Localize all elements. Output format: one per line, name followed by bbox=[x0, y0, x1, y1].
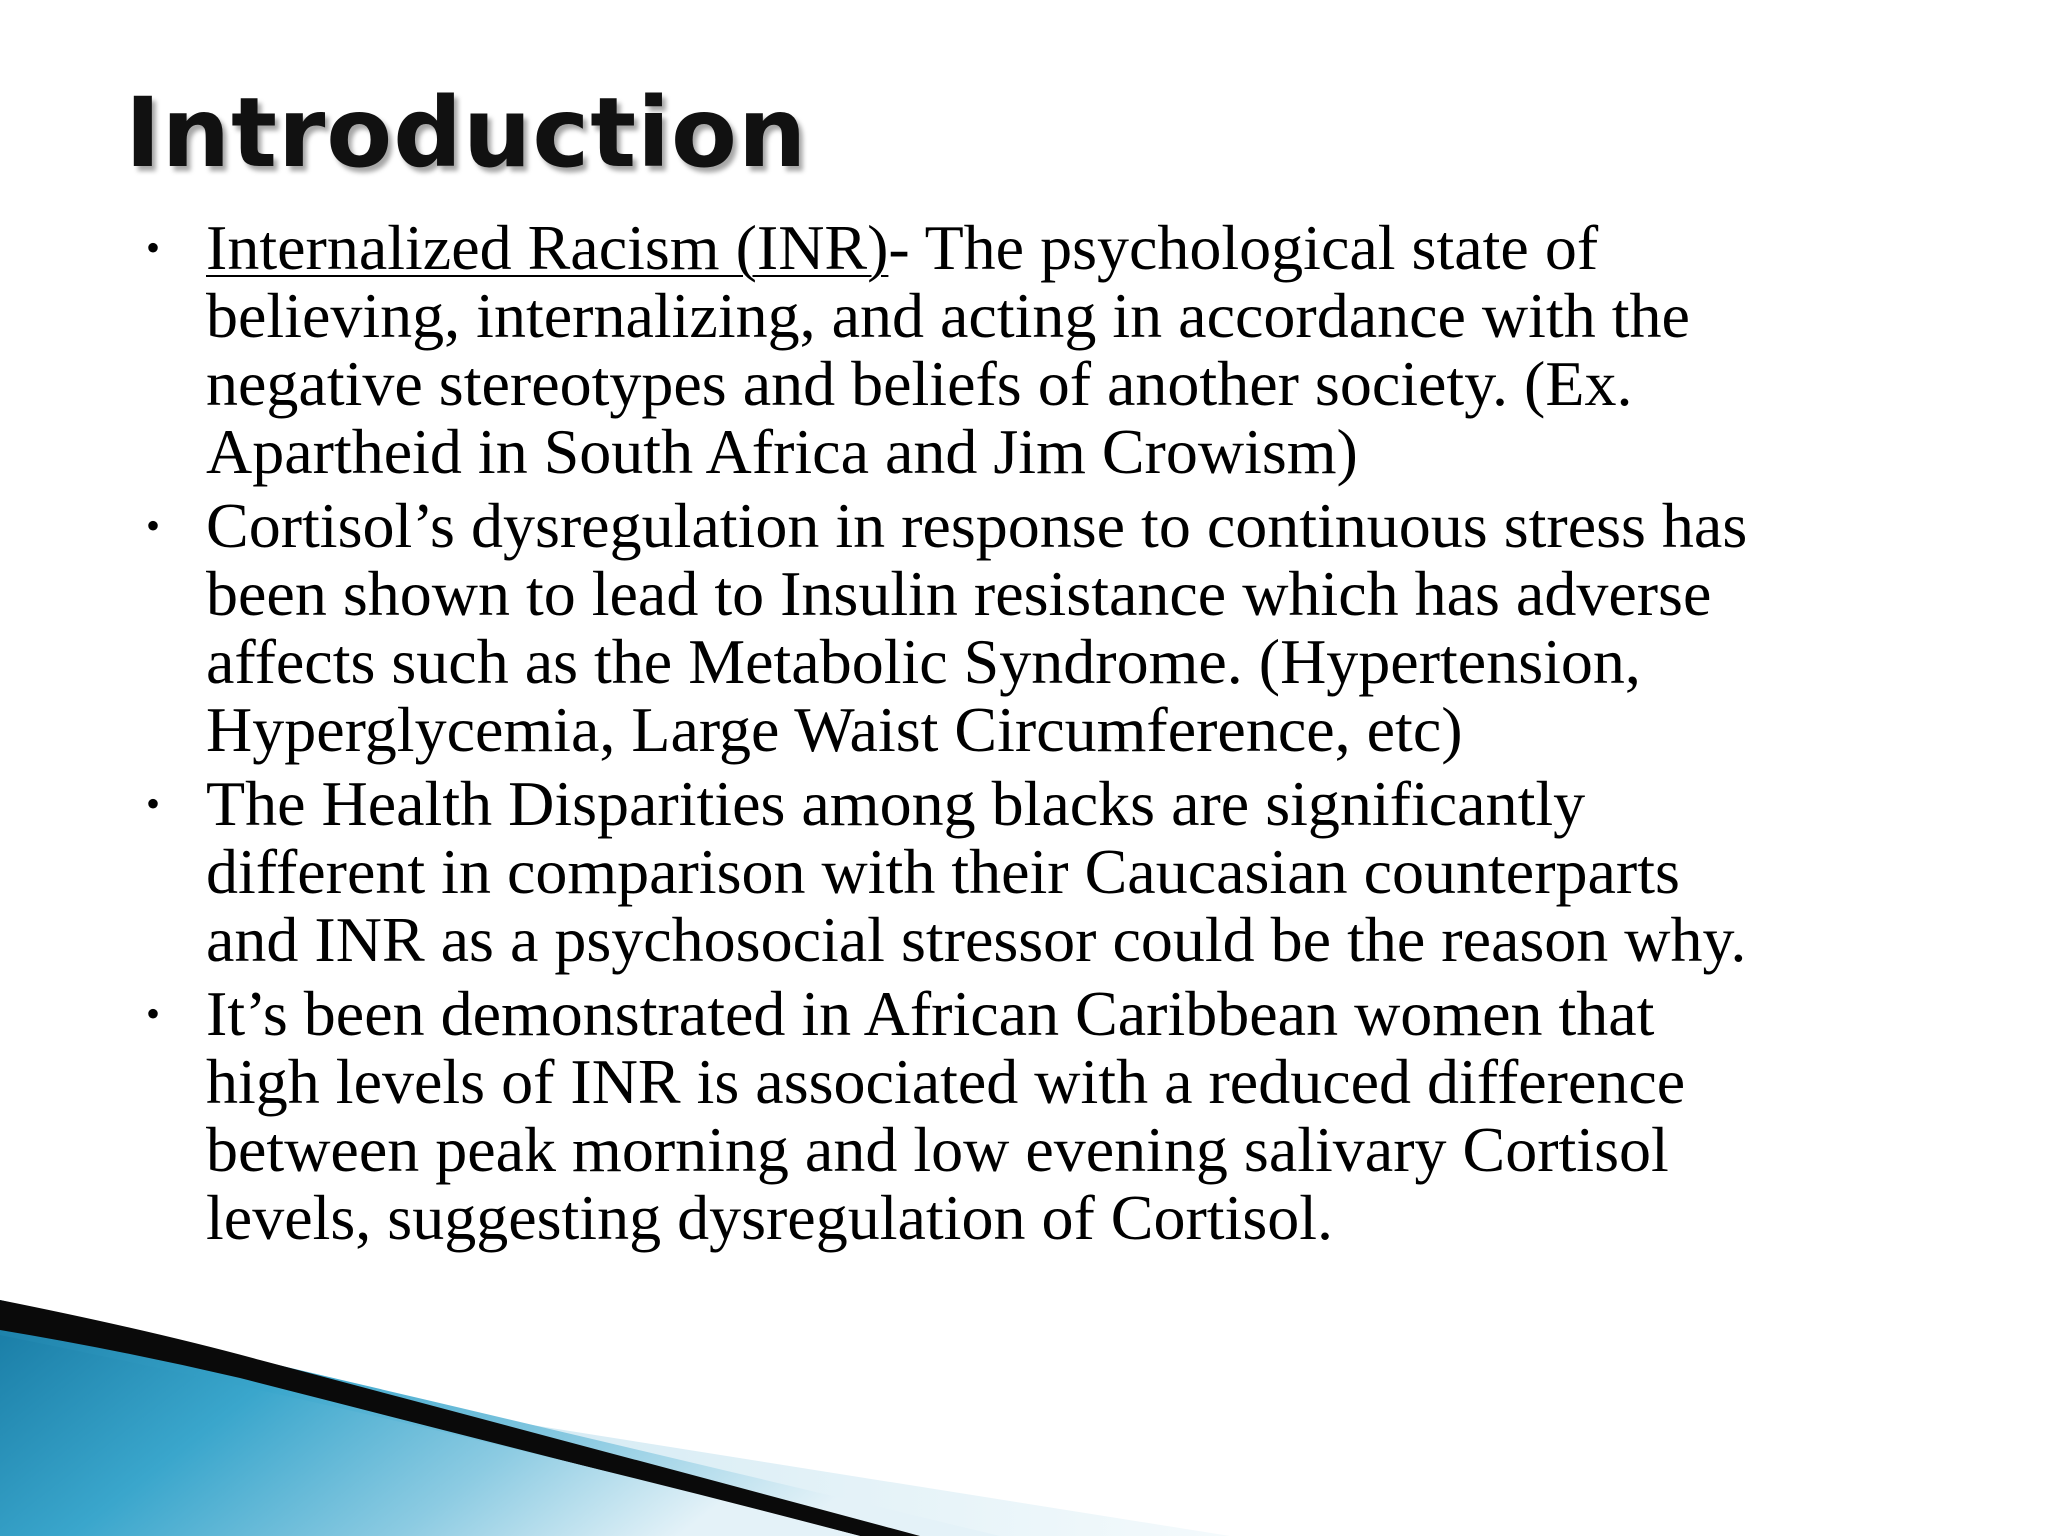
bullet-line: high levels of INR is associated with a reduced difference bbox=[206, 1046, 1686, 1117]
bullet-line: The Health Disparities among blacks are significantly bbox=[206, 768, 1586, 839]
bullet-item-inr-definition bbox=[0, 214, 2048, 486]
bullet-line: Cortisol’s dysregulation in response to continuous stress has bbox=[206, 490, 1748, 561]
bullet-line: Hyperglycemia, Large Waist Circumference, etc) bbox=[206, 694, 1463, 765]
term-internalized-racism: Internalized Racism (INR) bbox=[206, 212, 889, 283]
bullet-marker: • bbox=[146, 781, 161, 826]
bullet-line: believing, internalizing, and acting in accordance with the bbox=[206, 280, 1690, 351]
bullet-line: and INR as a psychosocial stressor could be the reason why. bbox=[206, 904, 1747, 975]
bullet-marker: • bbox=[146, 503, 161, 548]
bullet-item-african-caribbean-women bbox=[0, 980, 2048, 1252]
bullet-item-health-disparities bbox=[0, 770, 2048, 974]
bullet-text: - The psychological state of bbox=[888, 212, 1599, 283]
bullet-marker: • bbox=[146, 225, 161, 270]
slide-title: Introduction bbox=[125, 77, 808, 189]
bullet-line: affects such as the Metabolic Syndrome. (Hypertension, bbox=[206, 626, 1641, 697]
black-stripe bbox=[0, 1300, 920, 1536]
bullet-line: negative stereotypes and beliefs of another society. (Ex. bbox=[206, 348, 1633, 419]
bullet-marker: • bbox=[146, 991, 161, 1036]
bullet-line: Apartheid in South Africa and Jim Crowism) bbox=[206, 416, 1358, 487]
bullet-line: been shown to lead to Insulin resistance which has adverse bbox=[206, 558, 1712, 629]
blue-lower-band bbox=[0, 1335, 860, 1536]
blue-band bbox=[0, 1300, 1000, 1536]
bullet-item-cortisol bbox=[0, 492, 2048, 764]
pale-band bbox=[0, 1340, 1230, 1536]
bullet-line: different in comparison with their Caucasian counterparts bbox=[206, 836, 1680, 907]
bullet-line: between peak morning and low evening salivary Cortisol bbox=[206, 1114, 1669, 1185]
bullet-line: levels, suggesting dysregulation of Cortisol. bbox=[206, 1182, 1333, 1253]
bullet-list bbox=[0, 214, 2048, 1258]
bullet-line bbox=[206, 214, 2008, 282]
bullet-line: It’s been demonstrated in African Caribbean women that bbox=[206, 978, 1655, 1049]
